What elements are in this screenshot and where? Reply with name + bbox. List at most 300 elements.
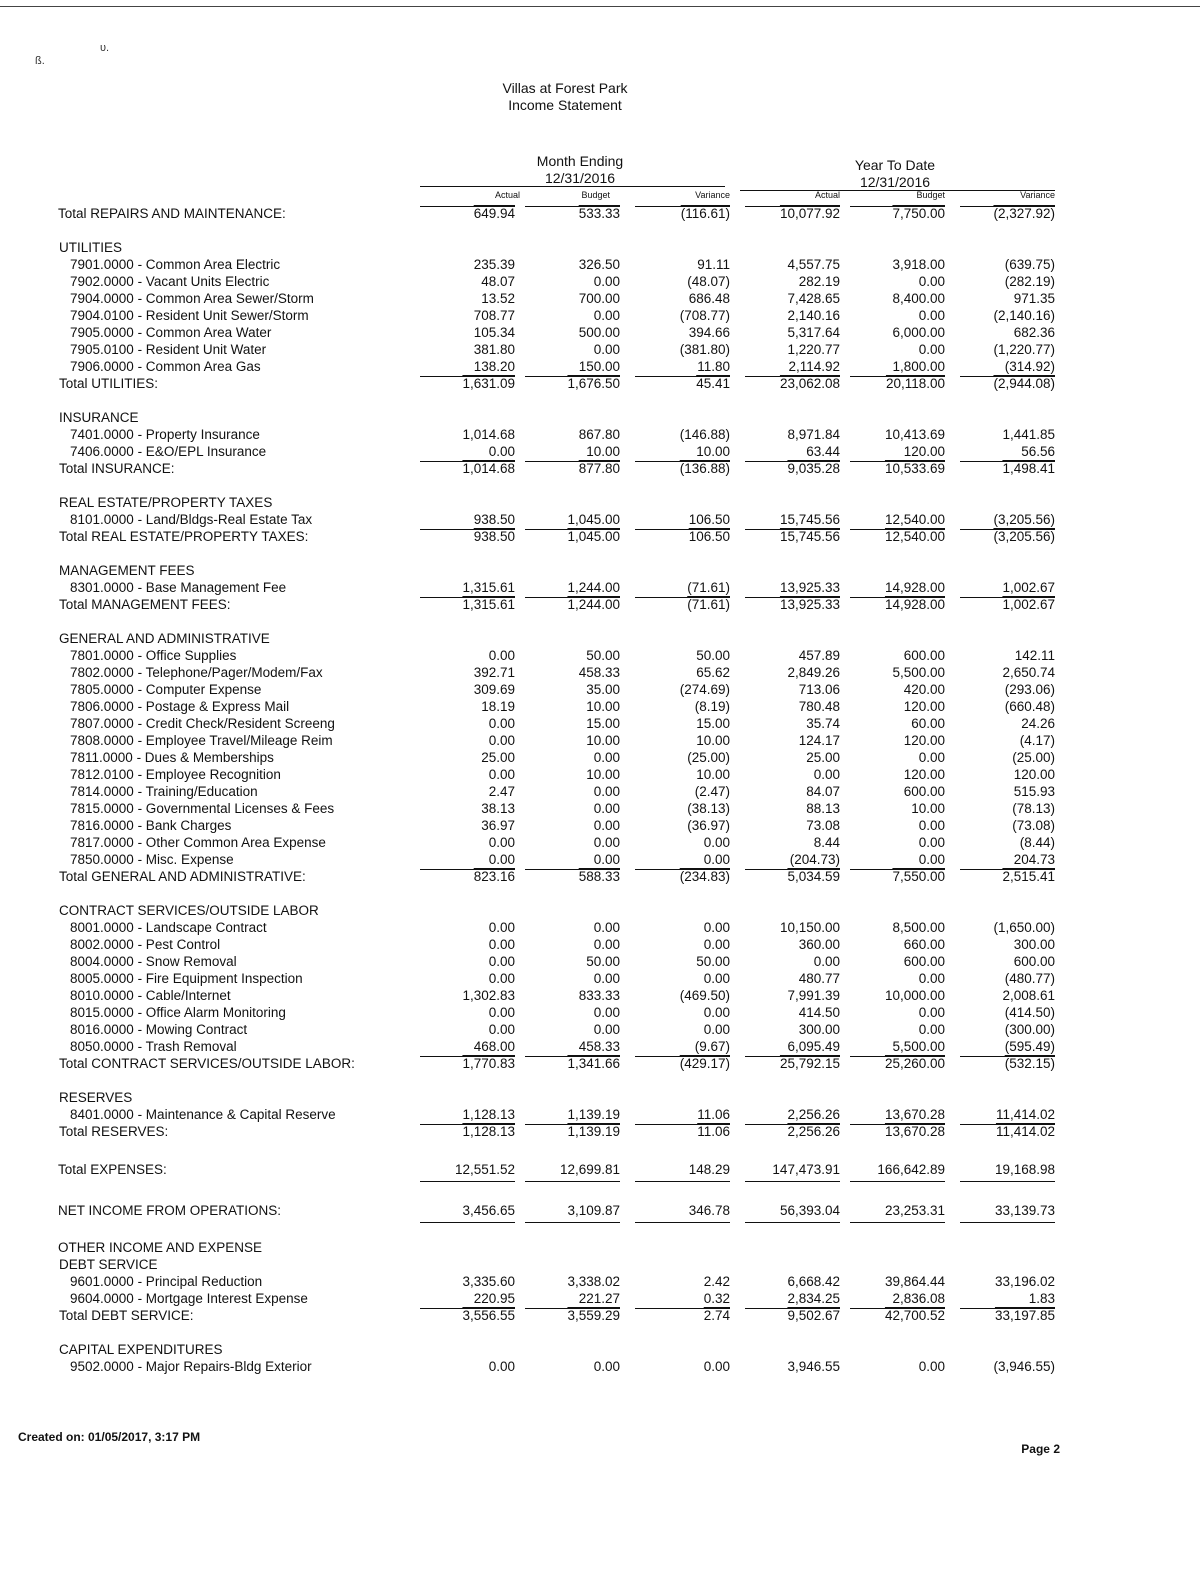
month-budget-value: 0.00: [593, 801, 620, 816]
ytd-budget-value: 0.00: [918, 971, 945, 986]
ytd-variance-value: (480.77): [1004, 971, 1055, 986]
ytd-budget-value: 1,800.00: [892, 359, 945, 374]
row-label: Total REPAIRS AND MAINTENANCE:: [58, 206, 286, 221]
page-number: Page 2: [1021, 1442, 1060, 1456]
month-variance-value: 0.00: [703, 920, 730, 935]
month-variance-value: 346.78: [688, 1203, 730, 1218]
line-item-row: [0, 970, 1200, 987]
ytd-actual-value: 2,834.25: [787, 1291, 840, 1306]
row-label: 8101.0000 - Land/Bldgs-Real Estate Tax: [70, 512, 313, 527]
row-label: OTHER INCOME AND EXPENSE: [58, 1240, 263, 1255]
month-variance-value: 10.00: [696, 767, 730, 782]
month-budget-value: 0.00: [593, 274, 620, 289]
ytd-actual-value: 282.19: [798, 274, 840, 289]
ytd-variance-value: (1,650.00): [993, 920, 1055, 935]
month-variance-value: 394.66: [688, 325, 730, 340]
ytd-variance-value: 142.11: [1014, 648, 1055, 663]
month-budget-value: 1,139.19: [567, 1124, 620, 1139]
ytd-variance-value: 1,002.67: [1002, 580, 1055, 595]
line-item-row: [0, 919, 1200, 936]
scan-mark-left: ß.: [35, 55, 45, 67]
month-variance-value: 10.00: [696, 733, 730, 748]
month-variance-value: 11.06: [697, 1124, 730, 1139]
ytd-variance-value: 300.00: [1013, 937, 1055, 952]
month-variance-value: (136.88): [679, 461, 730, 476]
ytd-variance-value: 600.00: [1013, 954, 1055, 969]
row-label: Total UTILITIES:: [59, 376, 159, 391]
row-label: Total CONTRACT SERVICES/OUTSIDE LABOR:: [59, 1056, 355, 1071]
ytd-variance-value: (3,205.56): [993, 512, 1055, 527]
section-heading-row: [0, 1256, 1200, 1273]
month-budget-value: 0.00: [593, 1022, 620, 1037]
month-budget-value: 0.00: [593, 920, 620, 935]
section-heading-row: [0, 902, 1200, 919]
ytd-actual-value: 713.06: [798, 682, 840, 697]
row-label: 7850.0000 - Misc. Expense: [70, 852, 234, 867]
ytd-variance-value: (314.92): [1004, 359, 1055, 374]
row-label: 8401.0000 - Maintenance & Capital Reserve: [70, 1107, 336, 1122]
month-actual-value: 823.16: [473, 869, 515, 884]
month-header-label: Month Ending: [536, 153, 624, 169]
month-actual-value: 36.97: [481, 818, 515, 833]
line-item-row: [0, 732, 1200, 749]
ytd-actual-value: 2,849.26: [787, 665, 840, 680]
row-label: 7904.0000 - Common Area Sewer/Storm: [70, 291, 314, 306]
month-budget-value: 1,045.00: [567, 529, 620, 544]
month-variance-value: 0.00: [703, 971, 730, 986]
month-budget-value: 10.00: [586, 767, 620, 782]
month-budget-value: 867.80: [578, 427, 620, 442]
month-budget-value: 1,244.00: [567, 597, 620, 612]
line-item-row: [0, 715, 1200, 732]
month-actual-value: 0.00: [488, 1005, 515, 1020]
ytd-budget-value: 60.00: [911, 716, 945, 731]
month-budget-value: 50.00: [586, 954, 620, 969]
line-item-row: [0, 817, 1200, 834]
ytd-variance-value: 11,414.02: [995, 1107, 1055, 1122]
total-row: [0, 868, 1200, 885]
month-actual-value: 468.00: [473, 1039, 515, 1054]
month-budget-value: 588.33: [578, 869, 620, 884]
ytd-budget-value: 0.00: [918, 852, 945, 867]
ytd-actual-value: 124.17: [798, 733, 840, 748]
ytd-budget-value: 13,670.28: [884, 1124, 945, 1139]
row-label: NET INCOME FROM OPERATIONS:: [58, 1203, 282, 1218]
ytd-budget-value: 0.00: [918, 750, 945, 765]
row-label: 7817.0000 - Other Common Area Expense: [70, 835, 326, 850]
ytd-header-label: Year To Date: [854, 157, 936, 173]
month-budget-value: 0.00: [593, 1359, 620, 1374]
ytd-actual-value: 9,035.28: [787, 461, 840, 476]
ytd-budget-value: 10,413.69: [884, 427, 945, 442]
ytd-variance-value: (3,946.55): [993, 1359, 1055, 1374]
ytd-actual-value: 63.44: [806, 444, 840, 459]
month-variance-value: (71.61): [687, 597, 730, 612]
month-actual-value: 105.34: [473, 325, 515, 340]
ytd-actual-value: 8.44: [813, 835, 840, 850]
ytd-variance-value: 56.56: [1021, 444, 1055, 459]
month-budget-value: 3,338.02: [567, 1274, 620, 1289]
row-label: 8050.0000 - Trash Removal: [70, 1039, 237, 1054]
month-budget-value: 10.00: [586, 699, 620, 714]
ytd-variance-value: (4.17): [1019, 733, 1055, 748]
row-label: REAL ESTATE/PROPERTY TAXES: [59, 495, 273, 510]
line-item-row: [0, 307, 1200, 324]
ytd-variance-value: (3,205.56): [993, 529, 1055, 544]
ytd-actual-value: 1,220.77: [787, 342, 840, 357]
created-timestamp: Created on: 01/05/2017, 3:17 PM: [18, 1430, 201, 1444]
row-label: Total MANAGEMENT FEES:: [59, 597, 231, 612]
row-label: UTILITIES: [59, 240, 123, 255]
month-variance-value: 11.06: [697, 1107, 730, 1122]
month-actual-value: 0.00: [488, 716, 515, 731]
line-item-row: [0, 256, 1200, 273]
month-variance-value: 0.00: [703, 1359, 730, 1374]
month-budget-value: 50.00: [586, 648, 620, 663]
line-item-row: [0, 511, 1200, 528]
line-item-row: [0, 579, 1200, 596]
row-label: 8001.0000 - Landscape Contract: [70, 920, 267, 935]
ytd-actual-value: 2,114.92: [788, 359, 840, 374]
row-label: 7812.0100 - Employee Recognition: [70, 767, 281, 782]
month-actual-value: 0.00: [488, 971, 515, 986]
month-variance-value: (36.97): [687, 818, 730, 833]
month-variance-value: 15.00: [696, 716, 730, 731]
ytd-actual-value: 360.00: [798, 937, 840, 952]
month-variance-value: 0.00: [703, 835, 730, 850]
subheader-budget-ytd: Budget: [916, 190, 945, 200]
row-label: 7811.0000 - Dues & Memberships: [70, 750, 274, 765]
ytd-actual-value: 6,668.42: [787, 1274, 840, 1289]
month-actual-value: 0.00: [488, 1359, 515, 1374]
month-actual-value: 1,128.13: [462, 1124, 515, 1139]
ytd-actual-value: 13,925.33: [779, 580, 840, 595]
line-item-row: [0, 1038, 1200, 1055]
month-actual-value: 1,315.61: [462, 597, 515, 612]
month-actual-value: 0.00: [488, 852, 515, 867]
ytd-actual-value: 7,991.39: [787, 988, 840, 1003]
month-actual-value: 25.00: [481, 750, 515, 765]
month-variance-value: 65.62: [696, 665, 730, 680]
month-variance-value: 148.29: [688, 1162, 730, 1177]
ytd-actual-value: 15,745.56: [779, 529, 840, 544]
ytd-actual-value: 8,971.84: [787, 427, 840, 442]
row-label: 7815.0000 - Governmental Licenses & Fees: [70, 801, 335, 816]
month-actual-value: 0.00: [488, 937, 515, 952]
ytd-actual-value: 414.50: [798, 1005, 840, 1020]
ytd-actual-value: 6,095.49: [787, 1039, 840, 1054]
ytd-actual-value: 2,256.26: [787, 1124, 840, 1139]
row-label: RESERVES: [59, 1090, 133, 1105]
ytd-variance-value: (73.08): [1012, 818, 1055, 833]
month-budget-value: 0.00: [593, 835, 620, 850]
ytd-actual-value: 23,062.08: [779, 376, 840, 391]
ytd-budget-value: 6,000.00: [892, 325, 945, 340]
month-actual-value: 0.00: [488, 954, 515, 969]
ytd-variance-value: 971.35: [1013, 291, 1055, 306]
row-label: 7904.0100 - Resident Unit Sewer/Storm: [70, 308, 309, 323]
month-variance-value: 11.80: [697, 359, 730, 374]
month-budget-value: 877.80: [578, 461, 620, 476]
month-variance-value: (116.61): [680, 206, 730, 221]
month-budget-value: 1,244.00: [567, 580, 620, 595]
line-item-row: [0, 681, 1200, 698]
line-item-row: [0, 1106, 1200, 1123]
section-heading-row: [0, 409, 1200, 426]
month-actual-value: 0.00: [488, 648, 515, 663]
month-variance-value: 0.00: [703, 852, 730, 867]
month-actual-value: 1,014.68: [462, 427, 515, 442]
ytd-actual-value: 15,745.56: [779, 512, 840, 527]
ytd-variance-value: (282.19): [1004, 274, 1055, 289]
total-rule: [960, 1181, 1055, 1182]
row-label: 9601.0000 - Principal Reduction: [70, 1274, 263, 1289]
month-budget-value: 12,699.81: [559, 1162, 620, 1177]
month-column-header: [500, 153, 660, 187]
month-actual-value: 13.52: [481, 291, 515, 306]
ytd-budget-value: 0.00: [918, 342, 945, 357]
ytd-budget-value: 420.00: [903, 682, 945, 697]
scan-edge-line: [0, 6, 1200, 7]
ytd-variance-value: 1,441.85: [1002, 427, 1055, 442]
month-variance-value: (38.13): [687, 801, 730, 816]
ytd-budget-value: 42,700.52: [884, 1308, 945, 1323]
month-variance-value: 2.42: [703, 1274, 730, 1289]
month-budget-value: 35.00: [586, 682, 620, 697]
section-heading-row: [0, 562, 1200, 579]
row-label: 8002.0000 - Pest Control: [70, 937, 221, 952]
row-label: Total GENERAL AND ADMINISTRATIVE:: [59, 869, 306, 884]
ytd-variance-value: 11,414.02: [995, 1124, 1055, 1139]
month-budget-value: 3,109.87: [567, 1203, 620, 1218]
ytd-budget-value: 0.00: [918, 1022, 945, 1037]
month-variance-value: 45.41: [696, 376, 730, 391]
month-actual-value: 0.00: [488, 920, 515, 935]
line-item-row: [0, 749, 1200, 766]
month-variance-value: (2.47): [694, 784, 730, 799]
total-row: [0, 1307, 1200, 1324]
ytd-variance-value: (8.44): [1019, 835, 1055, 850]
month-budget-value: 0.00: [593, 308, 620, 323]
ytd-variance-value: (78.13): [1012, 801, 1055, 816]
ytd-budget-value: 120.00: [903, 699, 945, 714]
row-label: Total RESERVES:: [59, 1124, 169, 1139]
ytd-budget-value: 14,928.00: [884, 597, 945, 612]
month-budget-value: 221.27: [578, 1291, 620, 1306]
row-label: 8015.0000 - Office Alarm Monitoring: [70, 1005, 286, 1020]
ytd-budget-value: 600.00: [903, 784, 945, 799]
row-label: 8005.0000 - Fire Equipment Inspection: [70, 971, 303, 986]
section-heading-row: [0, 630, 1200, 647]
ytd-variance-value: (639.75): [1004, 257, 1055, 272]
row-label: 8016.0000 - Mowing Contract: [70, 1022, 248, 1037]
ytd-budget-value: 120.00: [903, 444, 945, 459]
ytd-column-header: [815, 157, 975, 191]
month-actual-value: 1,128.13: [462, 1107, 515, 1122]
line-item-row: [0, 987, 1200, 1004]
section-heading-row: [0, 1239, 1200, 1256]
row-label: 8010.0000 - Cable/Internet: [70, 988, 231, 1003]
ytd-variance-value: (414.50): [1004, 1005, 1055, 1020]
total-rule: [745, 1181, 840, 1182]
month-budget-value: 1,139.19: [567, 1107, 620, 1122]
line-item-row: [0, 936, 1200, 953]
ytd-budget-value: 7,550.00: [892, 869, 945, 884]
month-budget-value: 700.00: [578, 291, 620, 306]
subheader-actual-ytd: Actual: [814, 190, 840, 200]
month-actual-value: 3,335.60: [462, 1274, 515, 1289]
month-actual-value: 0.00: [488, 733, 515, 748]
month-variance-value: 106.50: [688, 529, 730, 544]
month-variance-value: (234.83): [679, 869, 730, 884]
ytd-budget-value: 3,918.00: [892, 257, 945, 272]
ytd-actual-value: 88.13: [806, 801, 840, 816]
total-rule: [420, 1222, 515, 1223]
total-row: [0, 528, 1200, 545]
ytd-actual-value: (204.73): [789, 852, 840, 867]
row-label: Total REAL ESTATE/PROPERTY TAXES:: [59, 529, 309, 544]
month-budget-value: 1,341.66: [567, 1056, 620, 1071]
month-actual-value: 0.00: [488, 835, 515, 850]
month-actual-value: 48.07: [481, 274, 515, 289]
line-item-row: [0, 800, 1200, 817]
subheader-budget-month: Budget: [581, 190, 610, 200]
ytd-actual-value: 73.08: [806, 818, 840, 833]
ytd-variance-value: (25.00): [1012, 750, 1055, 765]
month-actual-value: 3,456.65: [462, 1203, 515, 1218]
line-item-row: [0, 1004, 1200, 1021]
ytd-variance-value: (595.49): [1004, 1039, 1055, 1054]
ytd-actual-value: 35.74: [806, 716, 840, 731]
ytd-budget-value: 0.00: [918, 308, 945, 323]
row-label: INSURANCE: [59, 410, 139, 425]
total-rule: [420, 1181, 515, 1182]
month-budget-value: 1,045.00: [567, 512, 620, 527]
month-variance-value: (708.77): [679, 308, 730, 323]
row-label: Total INSURANCE:: [59, 461, 175, 476]
month-budget-value: 0.00: [593, 852, 620, 867]
month-actual-value: 12,551.52: [454, 1162, 515, 1177]
total-rule: [850, 1222, 945, 1223]
ytd-actual-value: 3,946.55: [787, 1359, 840, 1374]
ytd-budget-value: 10,533.69: [884, 461, 945, 476]
row-label: Total EXPENSES:: [58, 1162, 167, 1177]
total-rule: [745, 1222, 840, 1223]
month-actual-value: 1,014.68: [462, 461, 515, 476]
ytd-budget-value: 10.00: [911, 801, 945, 816]
row-label: 7814.0000 - Training/Education: [70, 784, 258, 799]
ytd-budget-value: 7,750.00: [892, 206, 945, 221]
month-budget-value: 458.33: [578, 665, 620, 680]
ytd-variance-value: (1,220.77): [993, 342, 1055, 357]
month-header-rule: [420, 186, 725, 187]
ytd-budget-value: 39,864.44: [884, 1274, 945, 1289]
ytd-budget-value: 0.00: [918, 818, 945, 833]
ytd-actual-value: 147,473.91: [772, 1162, 840, 1177]
ytd-budget-value: 2,836.08: [892, 1291, 945, 1306]
ytd-budget-value: 0.00: [918, 835, 945, 850]
ytd-variance-value: (2,327.92): [993, 206, 1055, 221]
total-rule: [525, 1222, 620, 1223]
month-variance-value: 686.48: [688, 291, 730, 306]
month-budget-value: 150.00: [578, 359, 620, 374]
row-label: 7816.0000 - Bank Charges: [70, 818, 232, 833]
month-variance-value: 106.50: [688, 512, 730, 527]
line-item-row: [0, 1290, 1200, 1307]
month-variance-value: (274.69): [679, 682, 730, 697]
month-budget-value: 458.33: [578, 1039, 620, 1054]
month-actual-value: 18.19: [481, 699, 515, 714]
month-variance-value: (381.80): [679, 342, 730, 357]
ytd-budget-value: 8,500.00: [892, 920, 945, 935]
line-item-row: [0, 443, 1200, 460]
month-variance-value: (429.17): [679, 1056, 730, 1071]
ytd-budget-value: 0.00: [918, 1359, 945, 1374]
row-label: 7805.0000 - Computer Expense: [70, 682, 262, 697]
total-row: [0, 1202, 1200, 1219]
row-label: CONTRACT SERVICES/OUTSIDE LABOR: [59, 903, 319, 918]
ytd-budget-value: 23,253.31: [884, 1203, 945, 1218]
month-variance-value: (25.00): [687, 750, 730, 765]
ytd-budget-value: 600.00: [903, 954, 945, 969]
ytd-actual-value: 9,502.67: [787, 1308, 840, 1323]
row-label: 8004.0000 - Snow Removal: [70, 954, 237, 969]
ytd-budget-value: 12,540.00: [884, 529, 945, 544]
line-item-row: [0, 783, 1200, 800]
ytd-variance-value: 515.93: [1013, 784, 1055, 799]
month-variance-value: 10.00: [696, 444, 730, 459]
month-budget-value: 533.33: [578, 206, 620, 221]
ytd-variance-value: (2,140.16): [993, 308, 1055, 323]
ytd-actual-value: 2,256.26: [787, 1107, 840, 1122]
month-actual-value: 1,315.61: [462, 580, 515, 595]
month-budget-value: 0.00: [593, 818, 620, 833]
month-actual-value: 392.71: [473, 665, 515, 680]
month-actual-value: 1,631.09: [462, 376, 515, 391]
subheader-actual-month: Actual: [494, 190, 520, 200]
ytd-variance-value: 1,498.41: [1002, 461, 1055, 476]
ytd-variance-value: 204.73: [1013, 852, 1055, 867]
month-budget-value: 1,676.50: [567, 376, 620, 391]
ytd-budget-value: 13,670.28: [884, 1107, 945, 1122]
month-variance-value: 50.00: [696, 648, 730, 663]
total-row: [0, 1055, 1200, 1072]
month-variance-value: (146.88): [679, 427, 730, 442]
line-item-row: [0, 358, 1200, 375]
month-variance-value: (71.61): [687, 580, 730, 595]
row-label: DEBT SERVICE: [59, 1257, 158, 1272]
ytd-actual-value: 4,557.75: [787, 257, 840, 272]
ytd-actual-value: 25.00: [806, 750, 840, 765]
line-item-row: [0, 953, 1200, 970]
line-item-row: [0, 324, 1200, 341]
total-rule: [850, 1181, 945, 1182]
line-item-row: [0, 698, 1200, 715]
total-row: [0, 1123, 1200, 1140]
month-actual-value: 220.95: [473, 1291, 515, 1306]
row-label: 7906.0000 - Common Area Gas: [70, 359, 261, 374]
month-budget-value: 3,559.29: [567, 1308, 620, 1323]
month-variance-value: (469.50): [679, 988, 730, 1003]
month-variance-value: 2.74: [703, 1308, 730, 1323]
row-label: 7806.0000 - Postage & Express Mail: [70, 699, 290, 714]
ytd-variance-value: (532.15): [1004, 1056, 1055, 1071]
month-variance-value: (48.07): [687, 274, 730, 289]
line-item-row: [0, 664, 1200, 681]
month-budget-value: 0.00: [593, 937, 620, 952]
ytd-variance-value: (660.48): [1004, 699, 1055, 714]
month-actual-value: 708.77: [473, 308, 515, 323]
